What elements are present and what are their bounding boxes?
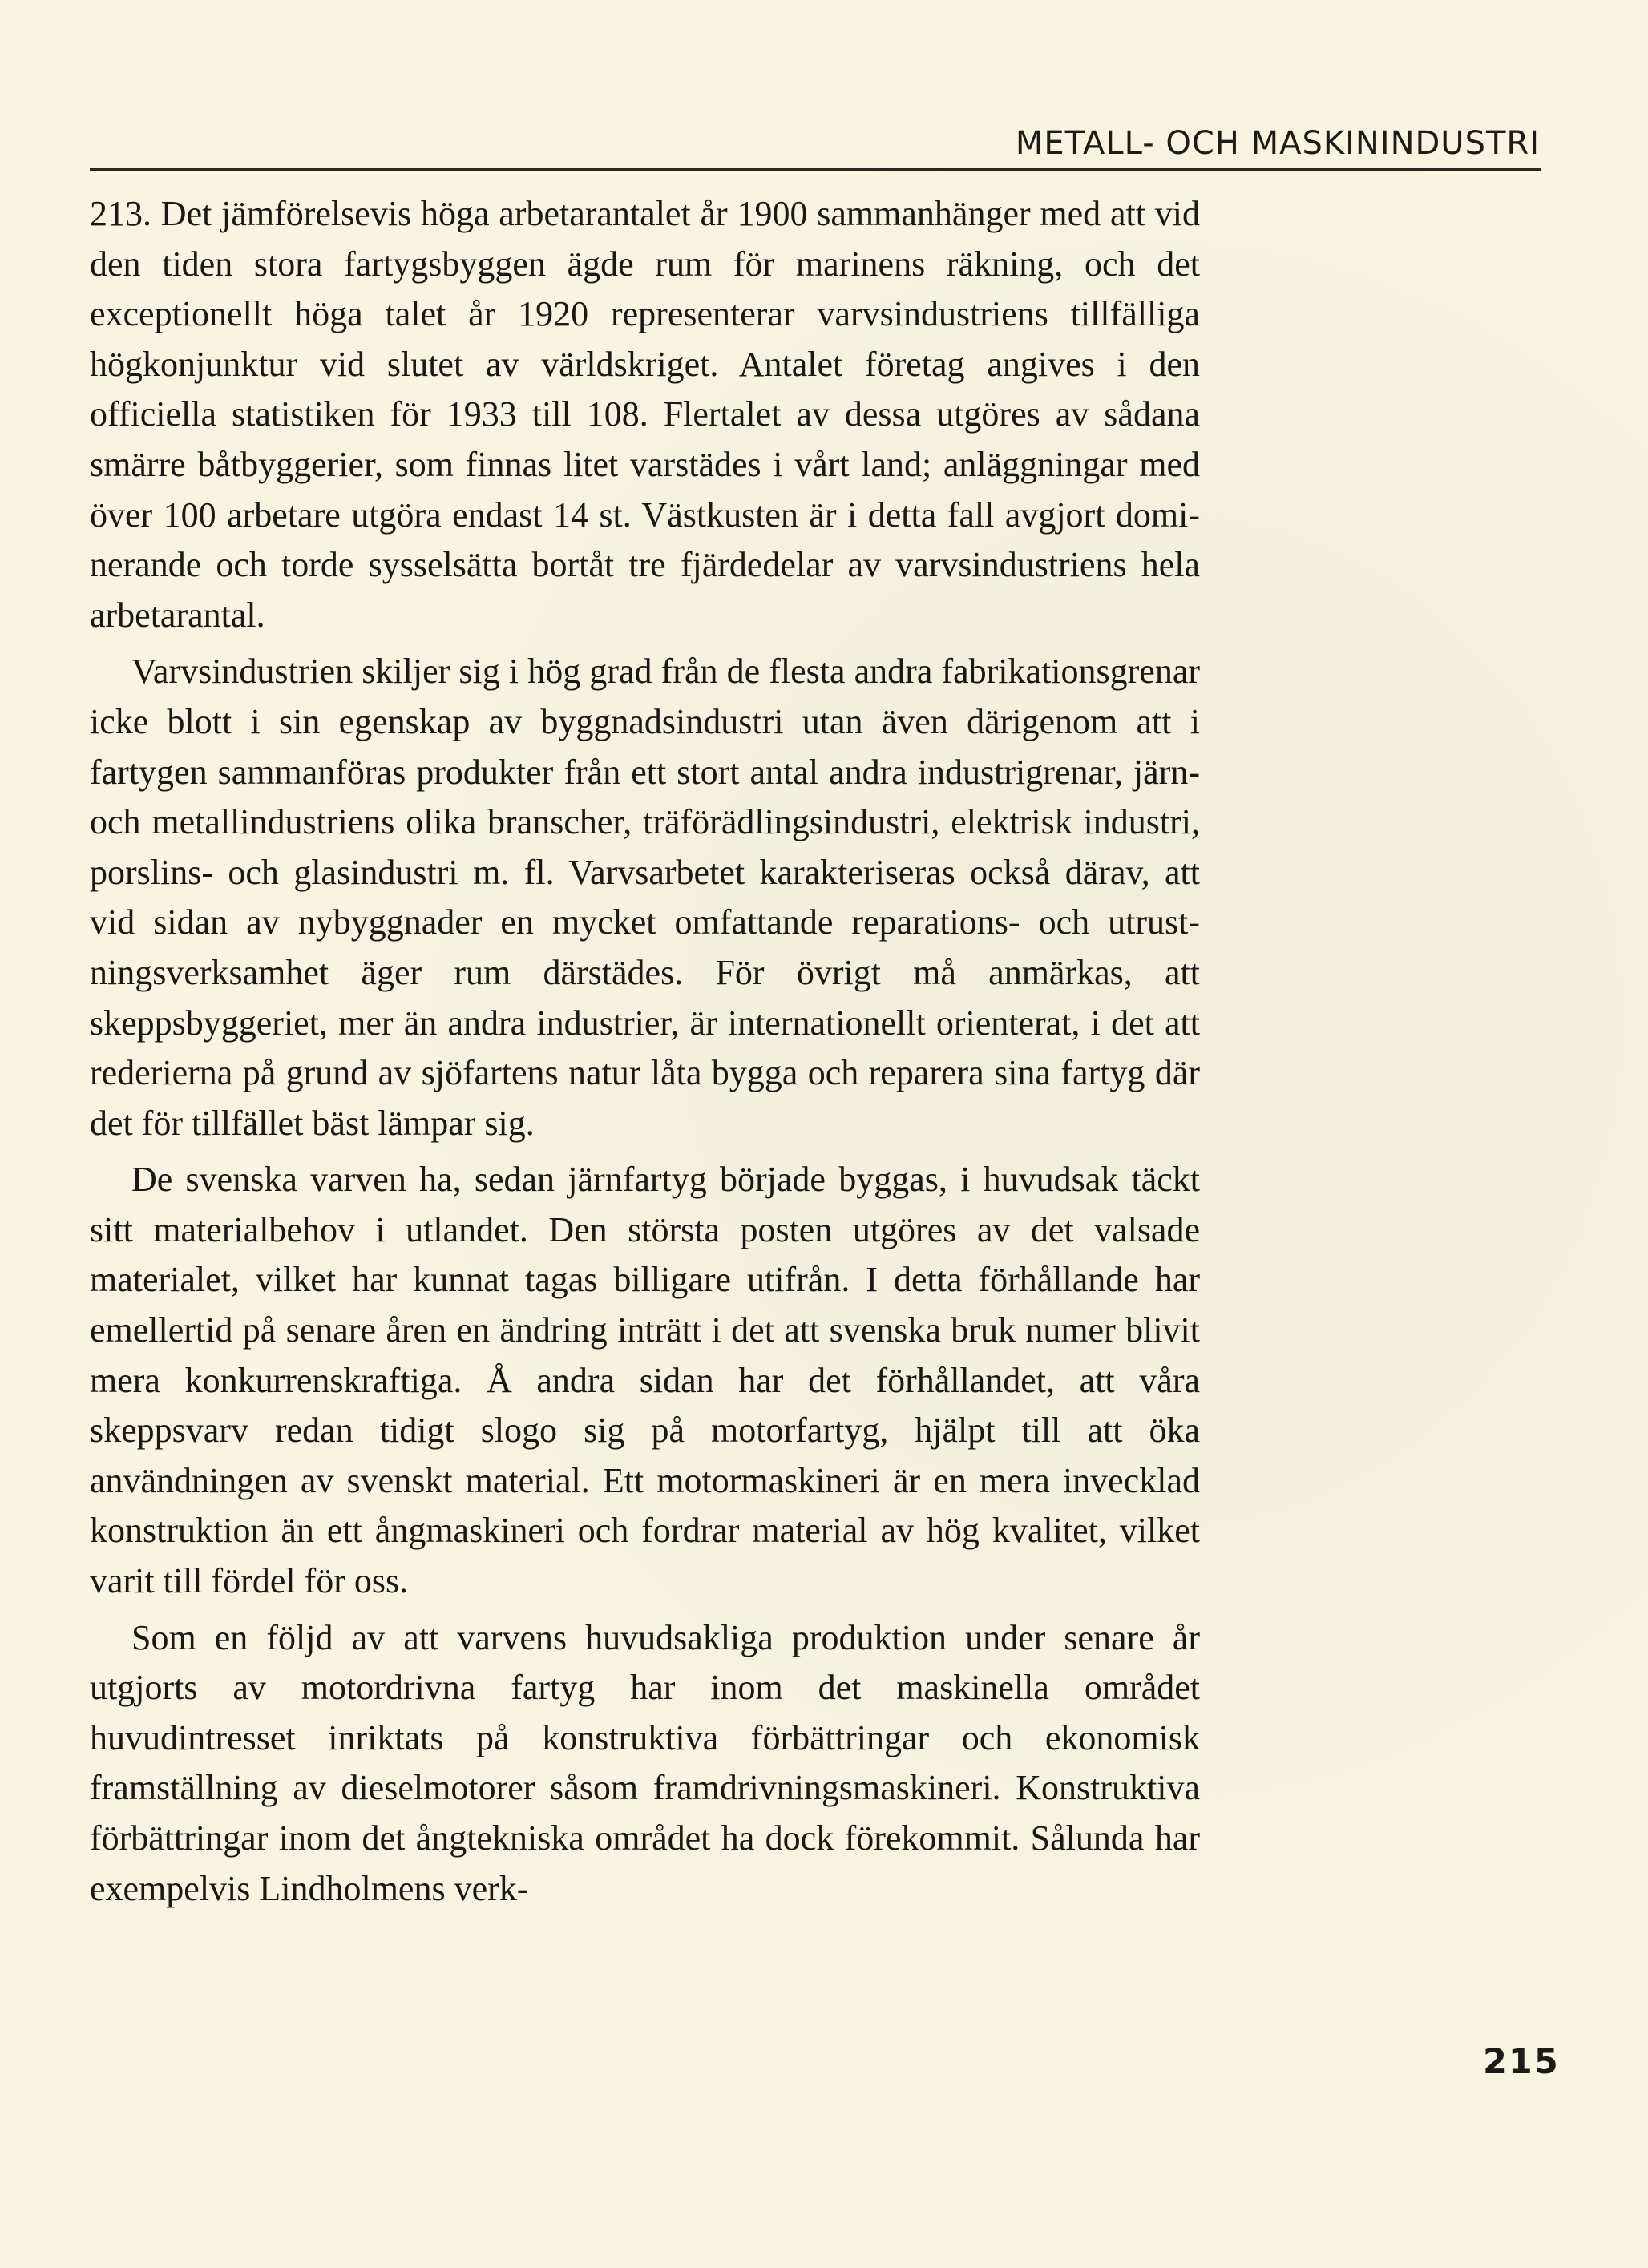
header-rule xyxy=(90,168,1541,171)
page-number: 215 xyxy=(1483,2042,1560,2082)
paragraph-1: 213. Det jämförelsevis höga arbetarantalet år 1900 sammanhänger med att vid den tiden stora fartygsbyggen ägde rum för marinens räkning, och det exceptionellt höga talet år 1920 representerar varvsindustriens tillfälliga högkonjunktur vid slutet av världskriget. Antalet företag angives i den officiella statistiken för 1933 till 108. Flertalet av dessa utgöres av sådana smärre båtbyggerier, som finnas litet varstädes i vårt land; anläggningar med över 100 arbetare utgöra endast 14 st. Västkusten är i detta fall avgjort dominerande och torde sysselsätta bortåt tre fjärdedelar av varvsindustriens hela arbetarantal. xyxy=(90,194,1200,635)
running-header-title: METALL- OCH MASKININDUSTRI xyxy=(1015,125,1540,162)
paragraph-2: Varvsindustrien skiljer sig i hög grad från de flesta andra fabrikationsgrenar icke blott i sin egenskap av byggnadsindustri utan även därigenom att i fartygen sammanföras produkter från ett stort antal andra industrigrenar, järn- och metallindustriens olika branscher, träförädlingsindustri, elektrisk industri, porslins- och glasindustri m. fl. Varvsarbetet karakteriseras också därav, att vid sidan av nybyggnader en mycket omfattande reparations- och utrustningsverksamhet äger rum därstädes. För övrigt må anmärkas, att skeppsbyggeriet, mer än andra industrier, är internationellt orienterat, i det att rederierna på grund av sjöfartens natur låta bygga och reparera sina fartyg där det för tillfället bäst lämpar sig. xyxy=(90,652,1200,1143)
body-text xyxy=(90,189,1200,1914)
paragraph-3: De svenska varven ha, sedan järnfartyg började byggas, i huvudsak täckt sitt materialbehov i utlandet. Den största posten utgöres av det valsade materialet, vilket har kunnat tagas billigare utifrån. I detta förhållande har emellertid på senare åren en ändring inträtt i det att svenska bruk numer blivit mera konkurrenskraftiga. Å andra sidan har det förhållandet, att våra skeppsvarv redan tidigt slogo sig på motorfartyg, hjälpt till att öka användningen av svenskt material. Ett motormaskineri är en mera invecklad konstruktion än ett ångmaskineri och fordrar material av hög kvalitet, vilket varit till fördel för oss. xyxy=(90,1160,1200,1601)
paragraph-4: Som en följd av att varvens huvudsakliga produktion under senare år utgjorts av motordrivna fartyg har inom det maskinella området huvudintresset inriktats på konstruktiva förbättringar och ekonomisk framställning av dieselmotorer såsom framdrivningsmaskineri. Konstruktiva förbättringar inom det ångtekniska området ha dock förekommit. Sålunda har exempelvis Lindholmens verk- xyxy=(90,1617,1200,1908)
